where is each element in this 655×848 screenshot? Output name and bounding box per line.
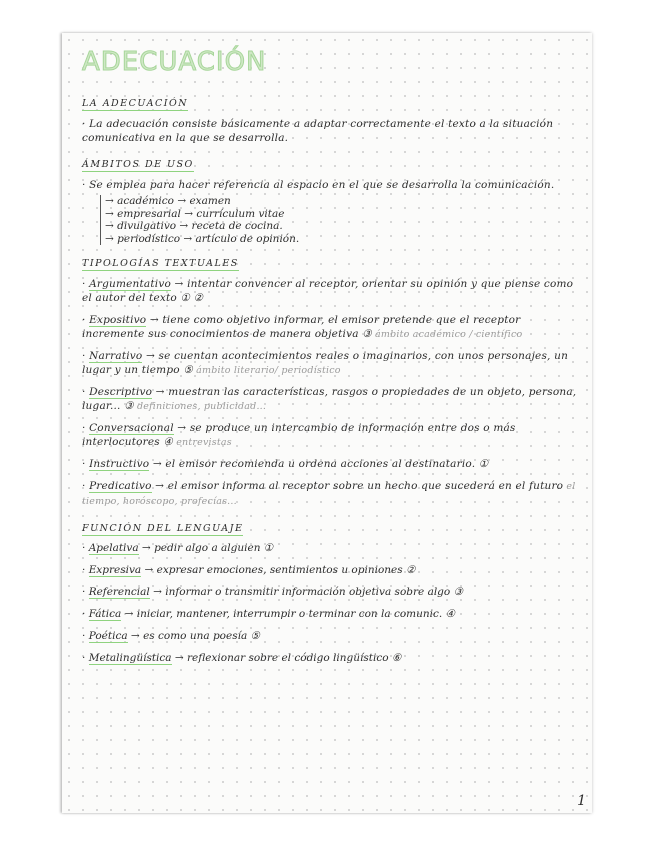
page-content xyxy=(82,47,578,674)
heading-tipologias: TIPOLOGÍAS TEXTUALES xyxy=(82,258,239,269)
list-item: · Predicativo → el emisor informa al receptor sobre un hecho que sucederá en el futuro el tiempo, horóscopo, profecías... xyxy=(82,480,576,507)
term-label: Expresiva xyxy=(88,564,142,576)
term-text: → reflexionar sobre el código lingüístico ⑥ xyxy=(171,652,402,664)
term-text: → se produce un intercambio de información entre dos o más interlocutores ④ xyxy=(82,422,516,448)
term-label: Fática xyxy=(88,608,122,620)
heading-adecuacion: LA ADECUACIÓN xyxy=(82,98,189,109)
term-note: entrevistas xyxy=(173,437,232,448)
term-label: Argumentativo xyxy=(89,278,172,290)
term-text: → el emisor informa al receptor sobre un hecho que sucederá en el futuro xyxy=(151,480,564,492)
term-note: ámbito académico / científico xyxy=(371,329,523,340)
adecuacion-definition: · La adecuación consiste básicamente a adaptar correctamente el texto a la situación comunicativa en la que se desarrolla. xyxy=(82,118,554,144)
list-item: → académico → examen xyxy=(105,195,231,207)
term-text: → pedir algo a alguien ① xyxy=(138,542,274,554)
page-number: 1 xyxy=(577,793,586,809)
list-item: · Narrativo → se cuentan acontecimientos reales o imaginarios, con unos personajes, un lugar y un tiempo ⑤ ámbito literario/ periodístico xyxy=(82,350,569,376)
list-item: · Poética → es como una poesía ⑤ xyxy=(82,630,260,642)
term-text: → iniciar, mantener, interrumpir o terminar con la comunic. ④ xyxy=(121,608,455,620)
term-label: Descriptivo xyxy=(89,386,153,398)
ambitos-list xyxy=(100,195,578,245)
page-title: ADECUACIÓN xyxy=(82,47,267,77)
term-note: el tiempo, horóscopo, profecías... xyxy=(82,481,576,507)
list-item: · Instructivo → el emisor recomienda u ordena acciones al destinatario. ① xyxy=(82,458,489,470)
heading-ambitos: ÁMBITOS DE USO xyxy=(82,159,194,170)
list-item: → empresarial → currículum vitae xyxy=(105,207,285,220)
term-label: Predicativo xyxy=(89,480,152,492)
notebook-page xyxy=(62,33,592,813)
funciones-list xyxy=(82,542,578,664)
term-label: Apelativa xyxy=(88,542,139,554)
list-item: · Conversacional → se produce un intercambio de información entre dos o más interlocutores ④ entrevistas xyxy=(82,422,516,448)
term-label: Narrativo xyxy=(89,350,143,362)
term-label: Poética xyxy=(88,630,128,642)
term-text: → tiene como objetivo informar, el emisor pretende que el receptor incremente sus conocimientos de manera objetiva ③ xyxy=(82,314,521,340)
list-item: · Metalingüística → reflexionar sobre el código lingüístico ⑥ xyxy=(82,652,402,664)
list-item: · Expositivo → tiene como objetivo informar, el emisor pretende que el receptor incremente sus conocimientos de manera objetiva ③ ámbito académico / científico xyxy=(82,314,523,340)
list-item: → periodístico → artículo de opinión. xyxy=(105,232,300,245)
term-label: Expositivo xyxy=(89,314,147,326)
heading-funcion: FUNCIÓN DEL LENGUAJE xyxy=(82,523,244,534)
list-item: · Argumentativo → intentar convencer al receptor, orientar su opinión y que piense como el autor del texto ① ② xyxy=(82,278,574,304)
list-item: · Apelativa → pedir algo a alguien ① xyxy=(82,542,274,554)
list-item: → divulgativo → receta de cocina. xyxy=(105,220,283,232)
term-text: → es como una poesía ⑤ xyxy=(127,630,260,642)
term-label: Instructivo xyxy=(89,458,150,470)
list-item: · Fática → iniciar, mantener, interrumpir o terminar con la comunic. ④ xyxy=(82,608,455,620)
term-text: → muestran las características, rasgos o propiedades de un objeto, persona, lugar... ③ xyxy=(82,386,577,412)
term-label: Conversacional xyxy=(89,422,174,434)
term-label: Metalingüística xyxy=(88,652,172,664)
list-item: · Expresiva → expresar emociones, sentimientos u opiniones ② xyxy=(82,564,416,576)
term-label: Referencial xyxy=(88,586,150,598)
term-note: ámbito literario/ periodístico xyxy=(192,365,341,376)
tipologias-list xyxy=(82,277,578,509)
term-text: → intentar convencer al receptor, orientar su opinión y que piense como el autor del texto ① ② xyxy=(82,278,574,304)
term-text: → el emisor recomienda u ordena acciones al destinatario. ① xyxy=(149,458,489,470)
list-item: · Descriptivo → muestran las características, rasgos o propiedades de un objeto, persona, lugar... ③ definiciones, publicidad... xyxy=(82,386,577,412)
ambitos-text: · Se emplea para hacer referencia al espacio en el que se desarrolla la comunicación. xyxy=(82,179,555,191)
term-text: → se cuentan acontecimientos reales o imaginarios, con unos personajes, un lugar y un tiempo ⑤ xyxy=(82,350,569,376)
term-text: → informar o transmitir información objetiva sobre algo ③ xyxy=(149,586,463,598)
list-item: · Referencial → informar o transmitir información objetiva sobre algo ③ xyxy=(82,586,463,598)
term-text: → expresar emociones, sentimientos u opiniones ② xyxy=(141,564,416,576)
term-note: definiciones, publicidad... xyxy=(133,401,267,412)
